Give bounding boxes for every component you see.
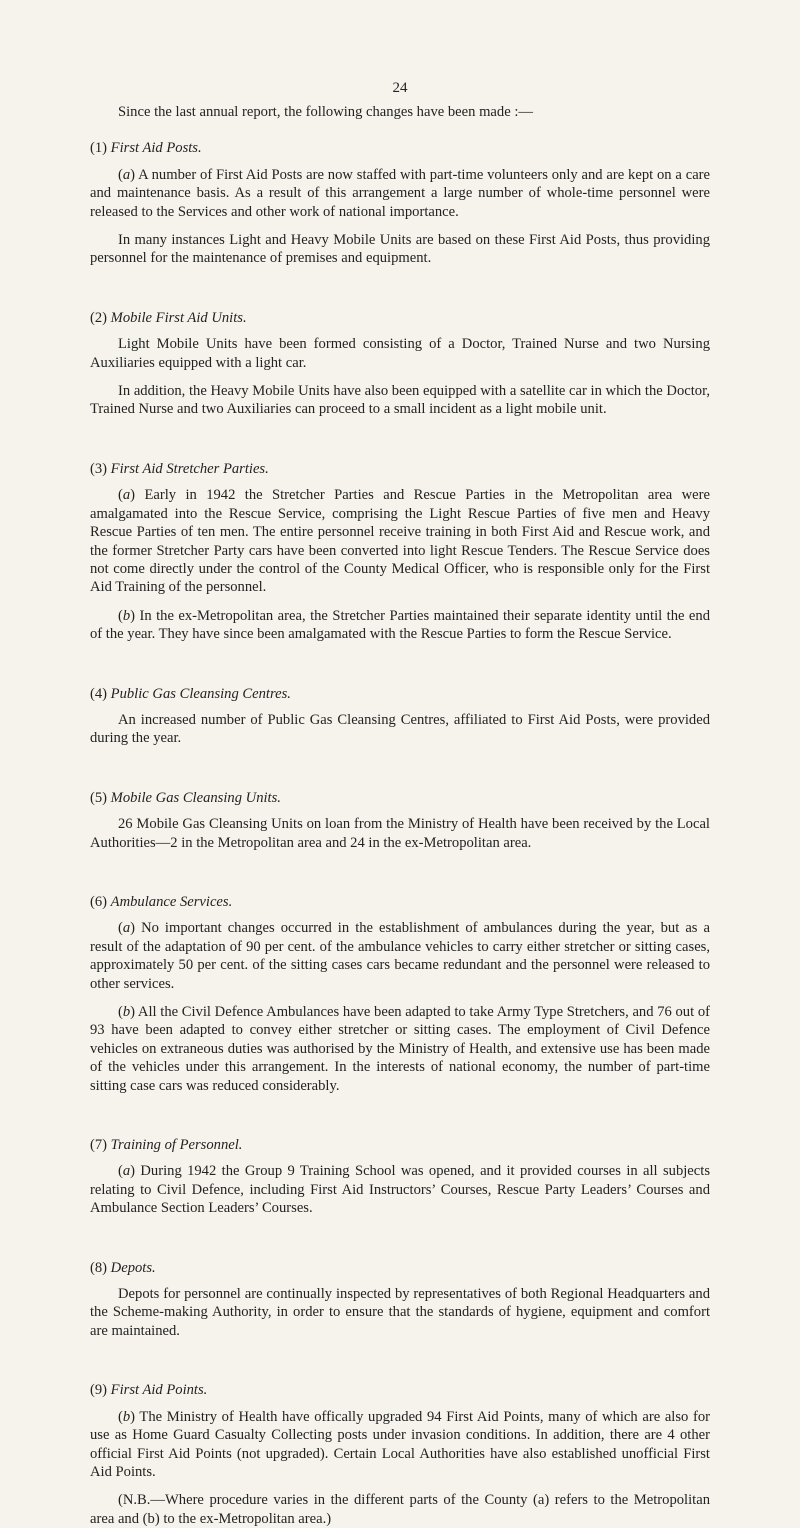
section-paragraph [90,382,710,419]
section-heading [90,309,710,327]
paragraph-text: 26 Mobile Gas Cleansing Units on loan from the Ministry of Health have been received by the Local Authorities—2 in the Metropolitan area and 24 in the ex-Metropolitan area. [90,816,710,851]
paragraph-text: In many instances Light and Heavy Mobile Units are based on these First Aid Posts, thus providing personnel for the maintenance of premises and equipment. [90,232,710,267]
intro-paragraph: Since the last annual report, the following changes have been made :— [118,104,533,120]
section-paragraph [90,815,710,852]
paragraph-text: An increased number of Public Gas Cleansing Centres, affiliated to First Aid Posts, were provided during the year. [90,711,710,747]
paragraph-label: a [122,166,131,183]
paragraph-text: The Ministry of Health have offically upgraded 94 First Aid Points, many of which are also for use as Home Guard Casualty Collecting posts under invasion conditions. In addition, there are 4 other official First Aid Points (not upgraded). Certain Local Authorities have also established unofficial First Aid Points. [90,1408,710,1480]
section-number: (3) [90,460,111,477]
section-paragraph [90,711,710,748]
section [90,789,710,852]
paragraph-text: In the ex-Metropolitan area, the Stretcher Parties maintained their separate identity until the end of the year. They have since been amalgamated with the Rescue Parties to form the Rescue Service. [90,607,710,643]
section-paragraph [90,1285,710,1340]
section-number: (7) [90,1137,111,1154]
section-title: First Aid Posts. [110,140,202,157]
section-number: (4) [90,685,111,702]
section-title: Ambulance Services. [110,893,233,910]
section-title: First Aid Points. [110,1382,208,1399]
paragraph-text: All the Civil Defence Ambulances have been adapted to take Army Type Stretchers, and 76 out of 93 have been adapted to convey either stretcher or sitting cases. The employment of Civil Defence vehicles on extraneous duties was authorised by the Ministry of Health, and extensive use has been made of the vehicles under this arrangement. In the interests of national economy, the number of part-time sitting case cars was reduced considerably. [90,1004,710,1094]
section-title: Training of Personnel. [110,1137,243,1154]
section [90,893,710,1095]
section-number: (8) [90,1259,111,1276]
paragraph-label: a [122,1163,131,1180]
paragraph-label: b [122,1004,131,1020]
section [90,309,710,419]
paragraph-label: a [122,487,131,504]
section-number: (1) [90,140,111,157]
section-title: Depots. [110,1259,156,1276]
section-title: Mobile Gas Cleansing Units. [110,789,281,806]
paragraph-label: b [122,607,131,624]
section-paragraph [90,231,710,268]
paragraph-text: In addition, the Heavy Mobile Units have also been equipped with a satellite car in which the Doctor, Trained Nurse and two Auxiliaries can proceed to a small incident as a light mobile unit. [90,383,710,418]
section-heading [90,789,710,807]
paragraph-text: (N.B.—Where procedure varies in the different parts of the County (a) refers to the Metropolitan area and (b) to the ex-Metropolitan area.) [90,1492,710,1527]
section [90,1381,710,1528]
section-heading [90,893,710,911]
page-number: 24 [392,80,408,96]
section [90,460,710,644]
section-heading [90,685,710,703]
section [90,139,710,267]
section-heading [90,460,710,478]
section-number: (5) [90,789,111,806]
paragraph-text: No important changes occurred in the establishment of ambulances during the year, but as a result of the adaptation of 90 per cent. of the ambulance vehicles to carry either stretcher or sitting cases, approximately 50 per cent. of the sitting cases cars became redundant and the personnel were released to other services. [90,920,710,992]
section-title: First Aid Stretcher Parties. [110,460,269,477]
section-heading [90,139,710,157]
section-title: Public Gas Cleansing Centres. [110,685,291,702]
paragraph-label: a [122,920,131,937]
section-heading [90,1381,710,1399]
section-heading [90,1136,710,1154]
section-paragraph: (a) Early in 1942 the Stretcher Parties and Rescue Parties in the Metropolitan area were amalgamated into the Rescue Service, comprising the Light Rescue Parties of five men and Heavy Rescue Parties of ten men. The entire personnel receive training in both First Aid and Rescue work, and the former Stretcher Party cars have been converted into light Rescue Tenders. The Rescue Service does not come directly under the control of the County Medical Officer, who is responsible only for the First Aid Training of the personnel. [90,487,710,596]
section-number: (2) [90,309,111,326]
section-paragraph: (a) A number of First Aid Posts are now staffed with part-time volunteers only and are kept on a care and maintenance basis. As a result of this arrangement a large number of whole-time personnel were released to the Services and other work of national importance. [90,166,711,220]
section-paragraph [90,1491,710,1528]
document-body [90,103,710,1528]
paragraph-text: A number of First Aid Posts are now staffed with part-time volunteers only and are kept on a care and maintenance basis. As a result of this arrangement a large number of whole-time personnel were released to the Services and other work of national importance. [90,166,711,220]
section [90,685,710,748]
section-paragraph: (a) No important changes occurred in the establishment of ambulances during the year, but as a result of the adaptation of 90 per cent. of the ambulance vehicles to carry either stretcher or sitting cases, approximately 50 per cent. of the sitting cases cars became redundant and the personnel were released to other services. [90,920,710,992]
section-paragraph: (b) All the Civil Defence Ambulances have been adapted to take Army Type Stretchers, and 76 out of 93 have been adapted to convey either stretcher or sitting cases. The employment of Civil Defence vehicles on extraneous duties was authorised by the Ministry of Health, and extensive use has been made of the vehicles under this arrangement. In the interests of national economy, the number of part-time sitting case cars was reduced considerably. [90,1004,710,1094]
section [90,1136,710,1218]
section-paragraph [90,335,710,372]
section-number: (6) [90,893,111,910]
section-title: Mobile First Aid Units. [110,309,247,326]
paragraph-text: Early in 1942 the Stretcher Parties and Rescue Parties in the Metropolitan area were amalgamated into the Rescue Service, comprising the Light Rescue Parties of five men and Heavy Rescue Parties of ten men. The entire personnel receive training in both First Aid and Rescue work, and the former Stretcher Party cars have been converted into light Rescue Tenders. The Rescue Service does not come directly under the control of the County Medical Officer, who is responsible only for the First Aid Training of the personnel. [90,487,710,596]
paragraph-text: Light Mobile Units have been formed consisting of a Doctor, Trained Nurse and two Nursing Auxiliaries equipped with a light car. [90,336,710,371]
section-number: (9) [90,1382,111,1399]
paragraph-text: Depots for personnel are continually inspected by representatives of both Regional Headquarters and the Scheme-making Authority, in order to ensure that the standards of hygiene, equipment and comfort are maintained. [90,1286,710,1339]
section [90,1259,710,1341]
paragraph-label: b [122,1408,131,1425]
section-paragraph: (b) In the ex-Metropolitan area, the Stretcher Parties maintained their separate identity until the end of the year. They have since been amalgamated with the Rescue Parties to form the Rescue Service. [90,607,710,643]
paragraph-text: During 1942 the Group 9 Training School was opened, and it provided courses in all subjects relating to Civil Defence, including First Aid Instructors’ Courses, Rescue Party Leaders’ Courses and Ambulance Section Leaders’ Courses. [90,1163,710,1217]
section-paragraph: (a) During 1942 the Group 9 Training School was opened, and it provided courses in all subjects relating to Civil Defence, including First Aid Instructors’ Courses, Rescue Party Leaders’ Courses and Ambulance Section Leaders’ Courses. [90,1163,710,1217]
section-paragraph: (b) The Ministry of Health have offically upgraded 94 First Aid Points, many of which are also for use as Home Guard Casualty Collecting posts under invasion conditions. In addition, there are 4 other official First Aid Points (not upgraded). Certain Local Authorities have also established unofficial First Aid Points. [90,1408,710,1480]
sections-container [90,139,710,1528]
section-heading [90,1259,710,1277]
